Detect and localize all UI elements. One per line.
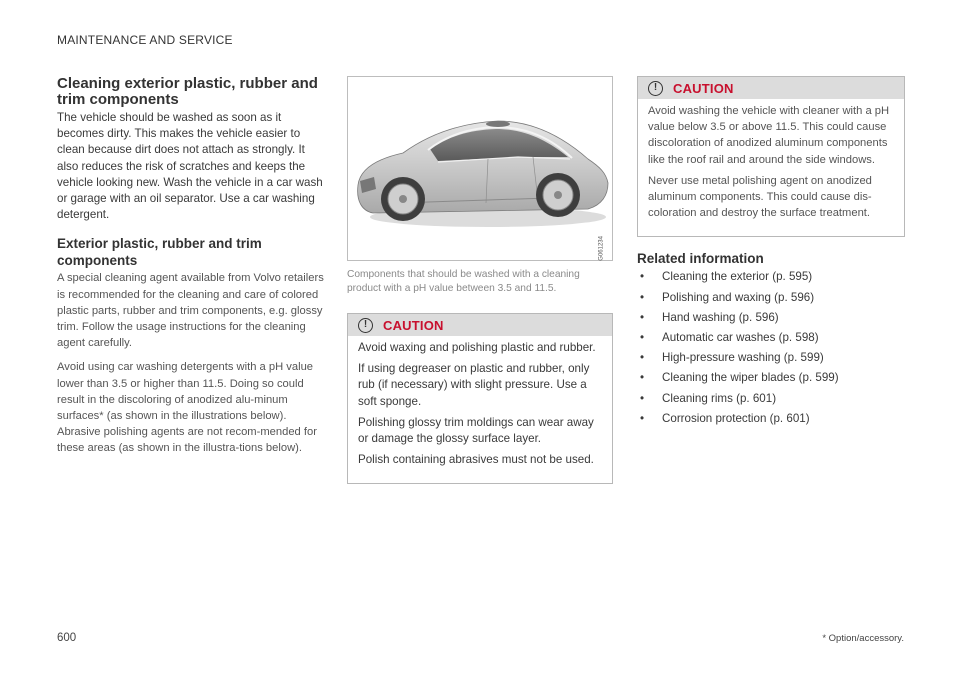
caution-box-ph	[637, 76, 905, 237]
car-illustration	[347, 76, 613, 261]
related-links-list	[637, 269, 905, 426]
section-header: MAINTENANCE AND SERVICE	[57, 33, 233, 47]
caution-title: CAUTION	[383, 317, 444, 333]
caution-title: CAUTION	[673, 80, 734, 96]
caution-header	[348, 314, 612, 336]
intro-paragraph: The vehicle should be washed as soon as it becomes dirty. This makes the vehicle easier to clean because dirt does not attach as strongly. It also reduces the risk of scratches and keeps the vehicle looking new. Wash the vehicle in a car wash or garage with an oil separator. Use a car washing detergent.	[57, 111, 323, 222]
caution-paragraph: Avoid waxing and polishing plastic and rubber.	[358, 341, 596, 354]
related-information-title: Related information	[637, 251, 764, 267]
related-link[interactable]: • Polishing and waxing (p. 596)	[640, 290, 815, 304]
caution-paragraph: Never use metal polishing agent on anodized aluminum components. This could cause dis-coloration and destroy the surface treatment.	[648, 174, 872, 220]
caution-header	[638, 77, 904, 99]
related-link[interactable]: • Cleaning rims (p. 601)	[640, 391, 777, 405]
caution-body	[638, 99, 904, 236]
column-middle	[347, 76, 613, 484]
paragraph-cleaning-agent: A special cleaning agent available from Volvo retailers is recommended for the cleaning and care of colored plastic parts, rubber and trim components, e.g. glossy trim. Follow the usage instructions for the cleaning agent carefully.	[57, 272, 324, 350]
column-right	[637, 76, 905, 431]
related-link[interactable]: • Cleaning the exterior (p. 595)	[640, 270, 813, 284]
figure-caption: Components that should be washed with a cleaning product with a pH value between 3.5 and 11.5.	[347, 269, 580, 294]
caution-paragraph: Polish containing abrasives must not be used.	[358, 453, 594, 467]
related-link[interactable]: • Cleaning the wiper blades (p. 599)	[640, 371, 839, 385]
exclamation-circle-icon: !	[358, 318, 373, 333]
related-link[interactable]: • High-pressure washing (p. 599)	[640, 351, 824, 365]
column-left	[57, 76, 324, 457]
caution-paragraph: If using degreaser on plastic and rubber, only rub (if necessary) with slight pressure. Use a soft sponge.	[358, 362, 590, 408]
related-link[interactable]: • Hand washing (p. 596)	[640, 310, 779, 324]
figure-code: G061234	[599, 236, 605, 261]
related-link[interactable]: • Automatic car washes (p. 598)	[640, 330, 819, 344]
subsection-title: Exterior plastic, rubber and trim components	[57, 236, 262, 269]
page-number: 600	[57, 632, 77, 644]
caution-body	[348, 336, 612, 483]
page-title: Cleaning exterior plastic, rubber and trim components	[57, 75, 318, 108]
caution-box-plastic	[347, 313, 613, 484]
exclamation-circle-icon: !	[648, 81, 663, 96]
paragraph-ph-warning: Avoid using car washing detergents with a pH value lower than 3.5 or higher than 11.5. Doing so could result in the discoloring of anodized alu-minum surfaces* (as shown in the illustrations below). Abrasive polishing agents are not recom-mended for these areas (as shown in the illustra-tions below).	[57, 361, 317, 455]
caution-paragraph: Avoid washing the vehicle with cleaner with a pH value below 3.5 or above 11.5. This could cause discoloration of anodized aluminum components like the roof rail and around the side windows.	[648, 105, 890, 166]
car-side-view-image	[348, 77, 612, 260]
caution-paragraph: Polishing glossy trim moldings can wear away or damage the glossy surface layer.	[358, 415, 594, 446]
footnote: * Option/accessory.	[822, 633, 904, 644]
related-link[interactable]: • Corrosion protection (p. 601)	[640, 411, 810, 425]
